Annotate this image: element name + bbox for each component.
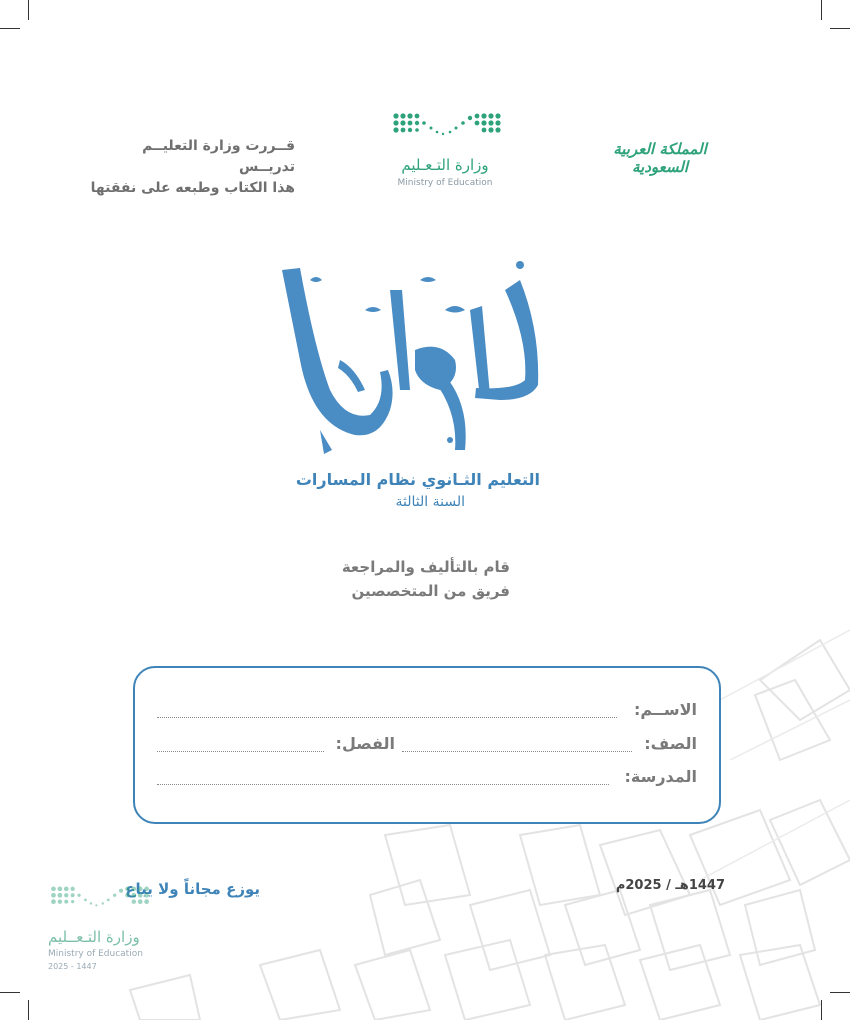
ministry-name-en: Ministry of Education	[397, 178, 493, 188]
crop-mark	[28, 0, 29, 20]
kingdom-logo	[590, 140, 730, 180]
school-row	[157, 767, 697, 791]
footer-ministry-dots-icon	[48, 882, 153, 914]
kingdom-name: المملكة العربية السعودية	[613, 140, 707, 176]
approval-line-2: هذا الكتاب وطبعه على نفقتها	[90, 180, 295, 196]
footer-ministry-logo	[48, 882, 168, 977]
name-label: الاســم:	[633, 700, 697, 719]
footer-ministry-years: 2025 - 1447	[48, 962, 97, 971]
crop-mark	[28, 1000, 29, 1020]
authors-line-1: قام بالتأليف والمراجعة	[341, 558, 510, 576]
name-row	[157, 700, 697, 724]
crop-mark	[0, 28, 20, 29]
year-title: السنة الثالثة	[395, 494, 465, 510]
book-title-calligraphy	[270, 250, 570, 460]
program-title: التعليم الثـانوي نظام المسارات	[295, 470, 540, 489]
class-label: الفصل:	[335, 734, 395, 753]
ministry-dots-icon	[390, 110, 505, 142]
crop-mark	[821, 1000, 822, 1020]
ministry-name-ar: وزارة التـعـليم	[401, 156, 489, 174]
edition-date: 1447هـ / 2025م	[615, 878, 725, 893]
crop-mark	[821, 0, 822, 20]
ministry-logo	[380, 110, 510, 195]
crop-mark	[0, 992, 20, 993]
authors-line-2: فريق من المتخصصين	[351, 582, 510, 600]
authors-block	[300, 555, 510, 603]
student-info-form	[133, 666, 721, 824]
footer-ministry-name-ar: وزارة التـعــليم	[48, 928, 140, 946]
distribution-note: يوزع مجاناً ولا يباع	[125, 880, 260, 898]
crop-mark	[830, 992, 850, 993]
approval-text	[90, 136, 295, 199]
grade-field[interactable]	[402, 751, 632, 752]
school-label: المدرسة:	[624, 767, 697, 786]
grade-class-row	[157, 734, 697, 758]
approval-line-1: قــررت وزارة التعليــم تدريــس	[142, 138, 295, 175]
name-field[interactable]	[157, 717, 617, 718]
footer-ministry-name-en: Ministry of Education	[48, 949, 143, 959]
crop-mark	[830, 28, 850, 29]
school-field[interactable]	[157, 784, 609, 785]
class-field[interactable]	[157, 751, 324, 752]
grade-label: الصف:	[644, 734, 697, 753]
